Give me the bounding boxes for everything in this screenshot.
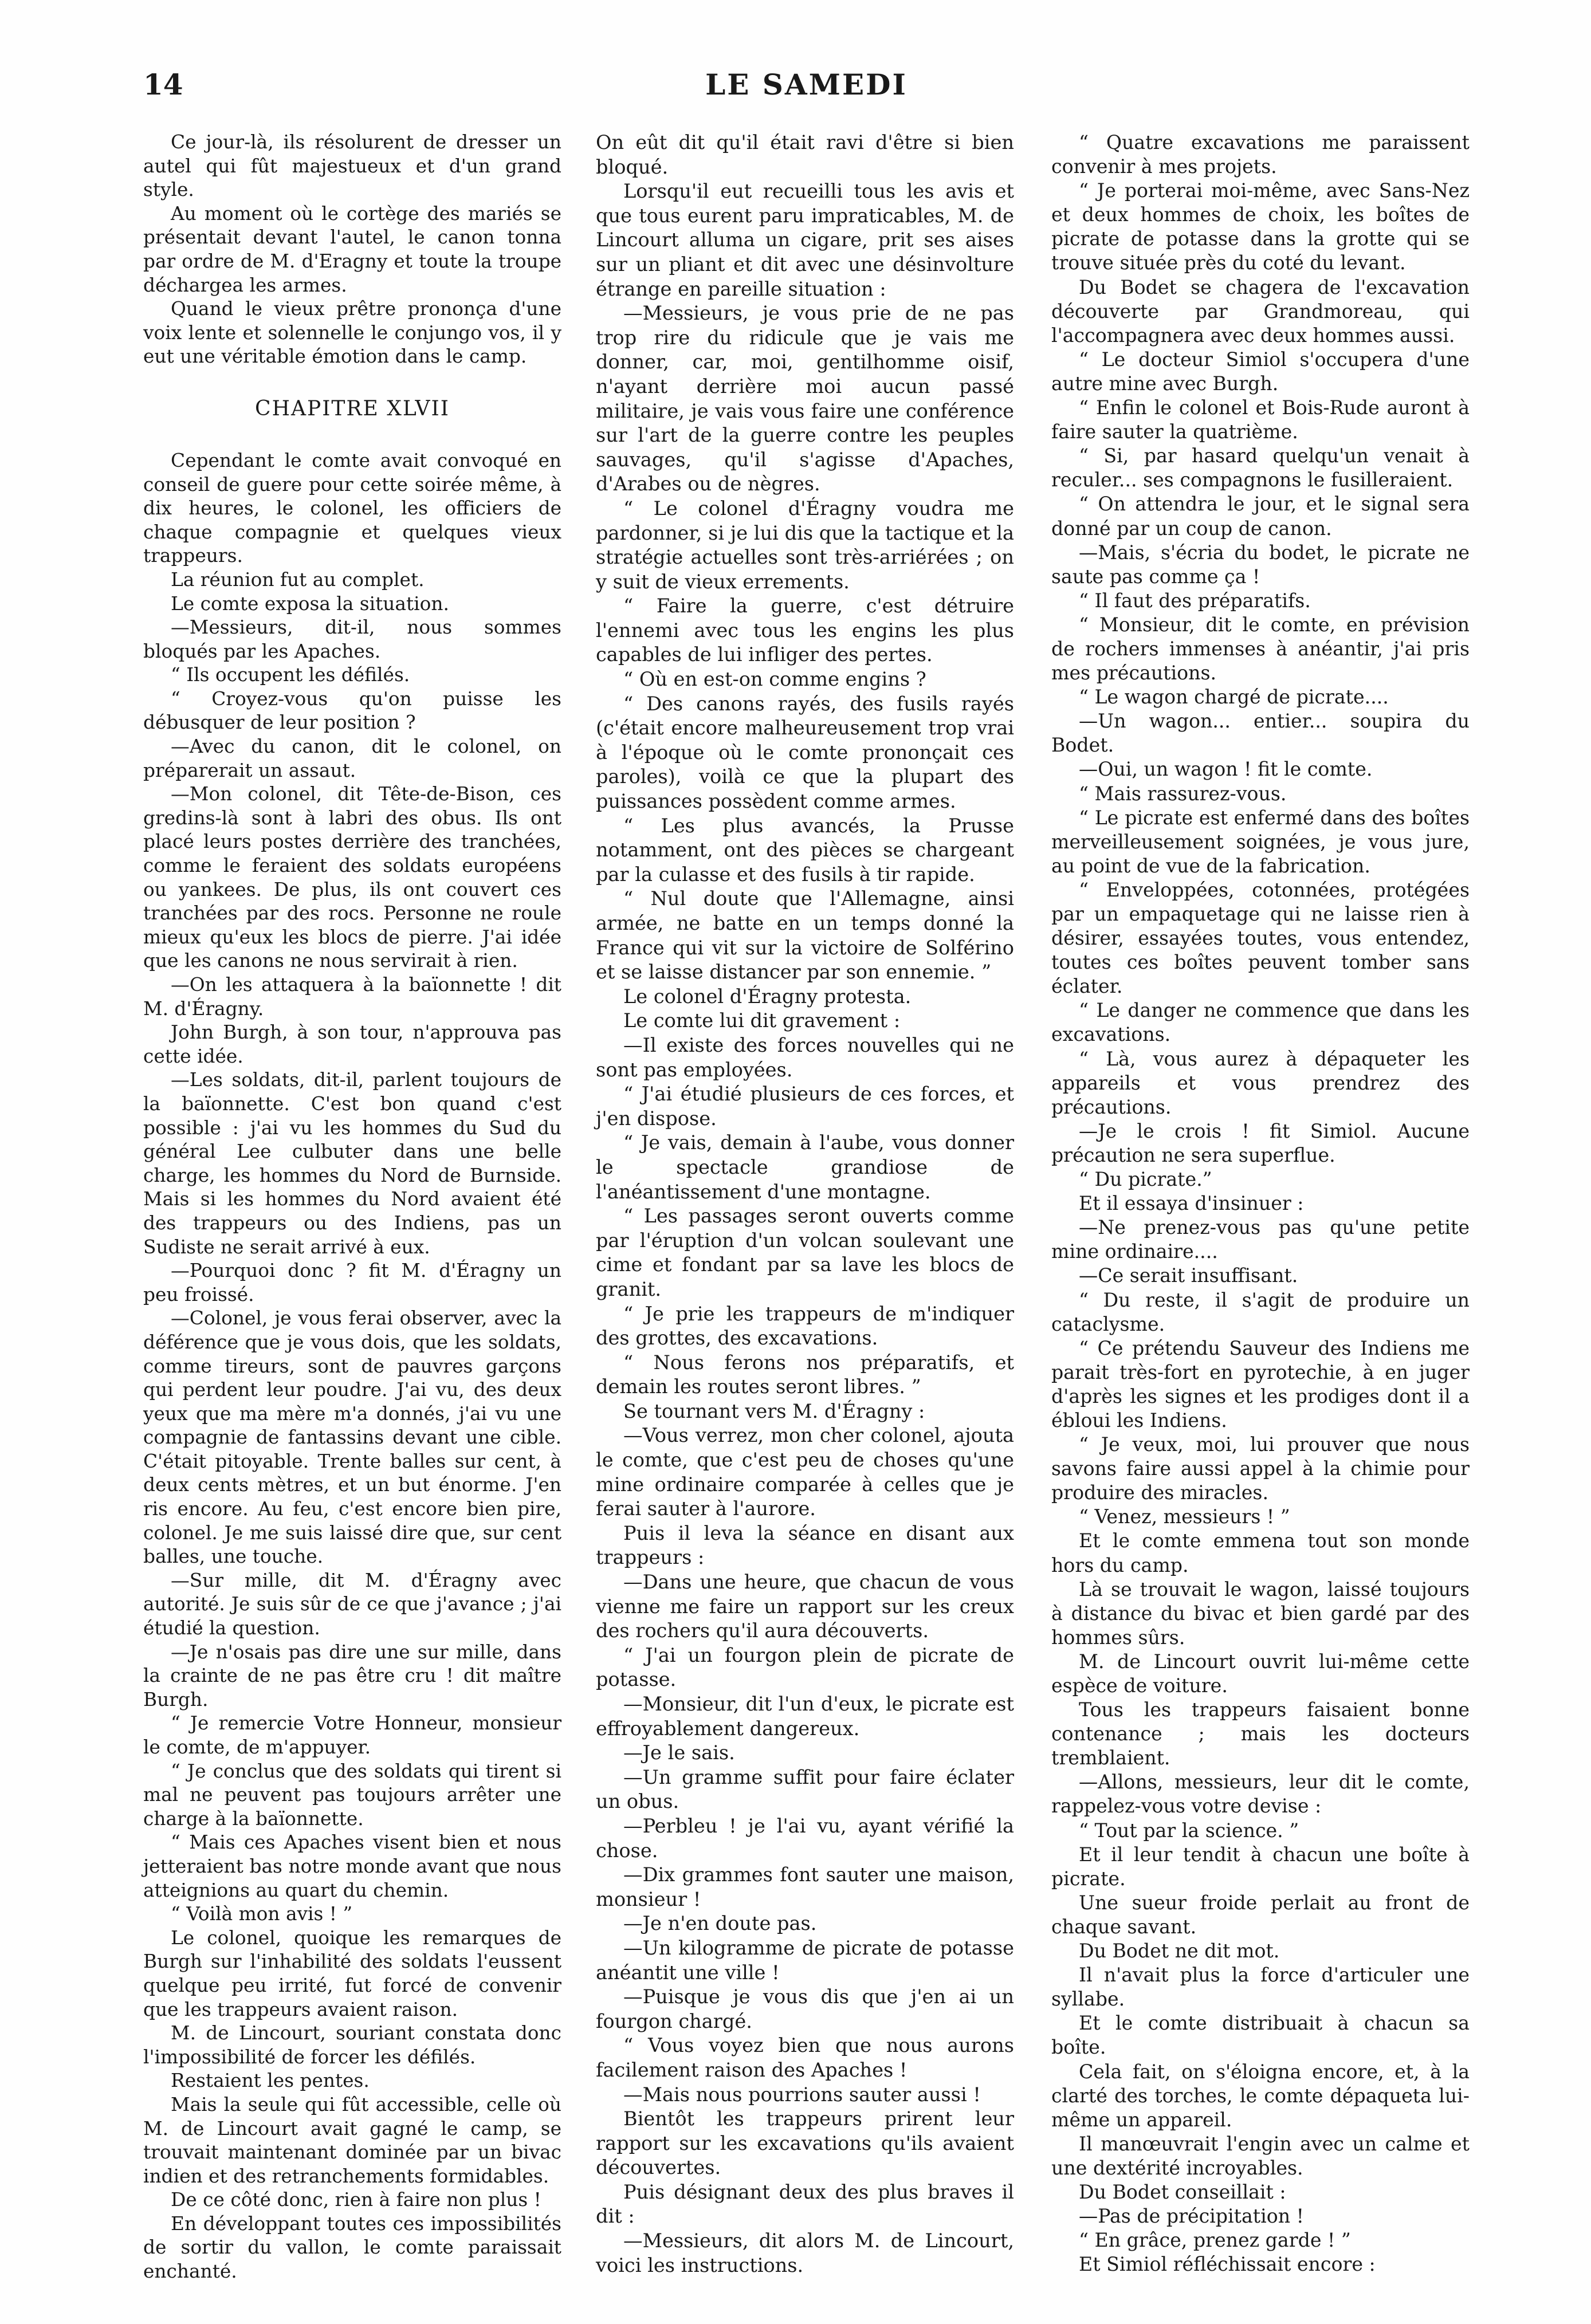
paragraph: Puis désignant deux des plus braves il dit : — [596, 2180, 1014, 2228]
paragraph: Du Bodet se chagera de l'excavation découverte par Grandmoreau, qui l'accompagnera avec deux hommes aussi. — [1051, 276, 1470, 347]
paragraph: —Ce serait insuffisant. — [1079, 1264, 1298, 1287]
paragraph: “ On attendra le jour, et le signal sera donné par un coup de canon. — [1051, 493, 1470, 540]
paragraph: —Un kilogramme de picrate de potasse anéantit une ville ! — [596, 1936, 1014, 1984]
paragraph: John Burgh, à son tour, n'approuva pas cette idée. — [143, 1021, 561, 1067]
paragraph: “ Ce prétendu Sauveur des Indiens me parait très-fort en pyrotechie, à en juger d'après les signes et les prodiges dont il a ébloui les Indiens. — [1051, 1336, 1470, 1432]
page-number: 14 — [143, 68, 183, 101]
paragraph: —Je le sais. — [623, 1741, 735, 1764]
paragraph: “ Faire la guerre, c'est détruire l'ennemi avec tous les engins les plus capables de lui infliger des pertes. — [596, 595, 1014, 666]
paragraph: M. de Lincourt ouvrit lui-même cette espèce de voiture. — [1051, 1650, 1470, 1697]
paragraph: Mais la seule qui fût accessible, celle où M. de Lincourt avait gagné le camp, se trouvait maintenant dominée par un bivac indien et des retranchements formidables. — [143, 2093, 561, 2187]
paragraph: —Un wagon... entier... soupira du Bodet. — [1051, 710, 1470, 757]
paragraph: “ En grâce, prenez garde ! ” — [1079, 2229, 1351, 2252]
paragraph: “ Des canons rayés, des fusils rayés (c'était encore malheureusement trop vrai à l'époque où le comte prononçait ces paroles), voilà ce que la plupart des puissances possèdent comme armes. — [596, 692, 1014, 813]
paragraph: —Ne prenez-vous pas qu'une petite mine ordinaire.... — [1051, 1216, 1470, 1263]
paragraph: “ Je vais, demain à l'aube, vous donner le spectacle grandiose de l'anéantissement d'une montagne. — [596, 1131, 1014, 1203]
paragraph: Et il leur tendit à chacun une boîte à picrate. — [1051, 1843, 1470, 1890]
paragraph: Il manœuvrait l'engin avec un calme et une dextérité incroyables. — [1051, 2132, 1470, 2179]
paragraph: La réunion fut au complet. — [171, 568, 425, 591]
paragraph: —Les soldats, dit-il, parlent toujours de la baïonnette. C'est bon quand c'est possible : j'ai vu les hommes du Sud du général Lee culbuter dans une belle charge, les hommes du Nord de Burnside. Mais si les hommes du Nord avaient été des trappeurs ou des Indiens, pas un Sudiste ne serait arrivé à eux. — [143, 1069, 561, 1258]
paragraph: —Mais, s'écria du bodet, le picrate ne saute pas comme ça ! — [1051, 541, 1470, 588]
paragraph: “ Je remercie Votre Honneur, monsieur le comte, de m'appuyer. — [143, 1712, 561, 1758]
paragraph: “ Je prie les trappeurs de m'indiquer des grottes, des excavations. — [596, 1302, 1014, 1350]
paragraph: —Perbleu ! je l'ai vu, ayant vérifié la chose. — [596, 1814, 1014, 1862]
paragraph: —Pourquoi donc ? fit M. d'Éragny un peu froissé. — [143, 1260, 561, 1305]
paragraph: —Je n'osais pas dire une sur mille, dans la crainte de ne pas être cru ! dit maître Burgh. — [143, 1641, 561, 1710]
paragraph: “ Les passages seront ouverts comme par l'éruption d'un volcan soulevant une cime et fondant par sa lave les blocs de granit. — [596, 1205, 1014, 1300]
paragraph: Une sueur froide perlait au front de chaque savant. — [1051, 1891, 1470, 1938]
paragraph: —Colonel, je vous ferai observer, avec la déférence que je vous dois, que les soldats, comme tireurs, sont de pauvres garçons qui perdent leur poudre. J'ai vu, des deux yeux que ma mère m'a donnés, j'ai vu une compagnie de fantassins devant une cible. C'était pitoyable. Trente balles sur cent, à deux cents mètres, et un but énorme. J'en ris encore. Au feu, c'est encore bien pire, colonel. Je me suis laissé dire que, sur cent balles, une touche. — [143, 1307, 561, 1568]
paragraph: Et Simiol réfléchissait encore : — [1079, 2253, 1376, 2276]
page-header — [143, 68, 1470, 108]
paragraph: —Allons, messieurs, leur dit le comte, rappelez-vous votre devise : — [1051, 1771, 1470, 1818]
paragraph: Du Bodet ne dit mot. — [1079, 1940, 1280, 1963]
paragraph: “ Le docteur Simiol s'occupera d'une autre mine avec Burgh. — [1051, 348, 1470, 395]
paragraph: —Dix grammes font sauter une maison, monsieur ! — [596, 1863, 1014, 1910]
paragraph: —On les attaquera à la baïonnette ! dit M. d'Éragny. — [143, 974, 561, 1020]
paragraph: —Oui, un wagon ! fit le comte. — [1079, 758, 1373, 781]
paragraph: —Messieurs, dit-il, nous sommes bloqués par les Apaches. — [143, 616, 561, 662]
text-column-2 — [596, 131, 1014, 2278]
paragraph: Bientôt les trappeurs prirent leur rapport sur les excavations qu'ils avaient découvertes. — [596, 2107, 1014, 2179]
paragraph: —Puisque je vous dis que j'en ai un fourgon chargé. — [596, 1985, 1014, 2032]
paragraph: Lorsqu'il eut recueilli tous les avis et que tous eurent paru impraticables, M. de Lincourt alluma un cigare, prit ses aises sur un pliant et dit avec une désinvolture étrange en pareille situation : — [596, 180, 1014, 300]
paragraph: Là se trouvait le wagon, laissé toujours à distance du bivac et bien gardé par des hommes sûrs. — [1051, 1578, 1470, 1649]
text-column-3 — [1051, 131, 1470, 2276]
paragraph: —Messieurs, je vous prie de ne pas trop rire du ridicule que je vais me donner, car, moi, gentilhomme oisif, n'ayant derrière moi aucun passé militaire, je vais vous faire une conférence sur l'art de la guerre contre les peuples sauvages, qu'il s'agisse d'Apaches, d'Arabes ou de nègres. — [596, 302, 1014, 496]
paragraph: “ Vous voyez bien que nous aurons facilement raison des Apaches ! — [596, 2034, 1014, 2081]
paragraph: “ Mais rassurez-vous. — [1079, 782, 1287, 805]
paragraph: “ Croyez-vous qu'on puisse les débusquer de leur position ? — [143, 687, 561, 734]
paragraph: Se tournant vers M. d'Éragny : — [623, 1399, 925, 1422]
paragraph: Puis il leva la séance en disant aux trappeurs : — [596, 1521, 1014, 1569]
paragraph: —Un gramme suffit pour faire éclater un obus. — [596, 1765, 1014, 1813]
paragraph: En développant toutes ces impossibilités de sortir du vallon, le comte paraissait enchanté. — [143, 2212, 561, 2283]
paragraph: “ Ils occupent les défilés. — [171, 664, 410, 686]
paragraph: —Mais nous pourrions sauter aussi ! — [623, 2083, 981, 2106]
paragraph: “ Je porterai moi-même, avec Sans-Nez et deux hommes de choix, les boîtes de picrate de potasse dans la grotte qui se trouve située près du coté du levant. — [1051, 179, 1470, 274]
paragraph: “ Le colonel d'Éragny voudra me pardonner, si je lui dis que la tactique et la stratégie actuelles sont très-arriérées ; on y suit de vieux errements. — [596, 497, 1014, 593]
paragraph: “ Voilà mon avis ! ” — [171, 1903, 353, 1925]
paragraph: “ Le picrate est enfermé dans des boîtes merveilleusement soignées, je vous jure, au point de vue de la fabrication. — [1051, 806, 1470, 877]
paragraph: “ Si, par hasard quelqu'un venait à reculer... ses compagnons le fusilleraient. — [1051, 445, 1470, 491]
paragraph: “ Où en est-on comme engins ? — [623, 668, 926, 691]
paragraph: Ce jour-là, ils résolurent de dresser un autel qui fût majestueux et d'un grand style. — [143, 131, 561, 201]
chapter-heading: CHAPITRE XLVII — [255, 396, 450, 420]
journal-title: LE SAMEDI — [705, 68, 908, 101]
paragraph: “ Nous ferons nos préparatifs, et demain les routes seront libres. ” — [596, 1351, 1014, 1398]
paragraph: “ Enfin le colonel et Bois-Rude auront à faire sauter la quatrième. — [1051, 396, 1470, 443]
paragraph: Restaient les pentes. — [171, 2070, 370, 2092]
paragraph: “ Quatre excavations me paraissent convenir à mes projets. — [1051, 131, 1470, 178]
paragraph: —Avec du canon, dit le colonel, on préparerait un assaut. — [143, 736, 561, 781]
paragraph: “ Le wagon chargé de picrate.... — [1079, 686, 1389, 709]
paragraph: Et il essaya d'insinuer : — [1079, 1192, 1304, 1215]
paragraph: —Vous verrez, mon cher colonel, ajouta le comte, que c'est peu de choses qu'une mine ordinaire comparée à celles que je ferai sauter à l'aurore. — [596, 1424, 1014, 1520]
paragraph: On eût dit qu'il était ravi d'être si bien bloqué. — [596, 131, 1014, 178]
paragraph: Il n'avait plus la force d'articuler une syllabe. — [1051, 1964, 1470, 2011]
paragraph: “ Enveloppées, cotonnées, protégées par un empaquetage qui ne laisse rien à désirer, essayées toutes, vous entendez, toutes ces boîtes peuvent tomber sans éclater. — [1051, 878, 1470, 998]
paragraph: —Dans une heure, que chacun de vous vienne me faire un rapport sur les creux des rochers qu'il aura découverts. — [596, 1571, 1014, 1642]
paragraph: —Mon colonel, dit Tête-de-Bison, ces gredins-là sont à labri des obus. Ils ont placé leurs postes derrière des tranchées, comme le feraient des soldats européens ou yankees. De plus, ils ont couvert ces tranchées par des rocs. Personne ne roule mieux qu'eux les blocs de pierre. J'ai idée que les canons ne nous servirait à rien. — [143, 783, 561, 972]
paragraph: “ J'ai un fourgon plein de picrate de potasse. — [596, 1643, 1014, 1691]
paragraph: Quand le vieux prêtre prononça d'une voix lente et solennelle le conjungo vos, il y eut une véritable émotion dans le camp. — [143, 298, 561, 368]
text-column-1 — [143, 131, 561, 2284]
paragraph: “ Le danger ne commence que dans les excavations. — [1051, 999, 1470, 1046]
paragraph: “ Tout par la science. ” — [1079, 1819, 1299, 1842]
paragraph: “ J'ai étudié plusieurs de ces forces, et j'en dispose. — [596, 1083, 1014, 1130]
paragraph: De ce côté donc, rien à faire non plus ! — [171, 2189, 541, 2211]
paragraph: Au moment où le cortège des mariés se présentait devant l'autel, le canon tonna par ordre de M. d'Eragny et toute la troupe déchargea les armes. — [143, 202, 561, 296]
paragraph: Cependant le comte avait convoqué en conseil de guere pour cette soirée même, à dix heures, le colonel, les officiers de chaque compagnie et quelques vieux trappeurs. — [143, 449, 561, 567]
paragraph: M. de Lincourt, souriant constata donc l'impossibilité de forcer les défilés. — [143, 2022, 561, 2068]
paragraph: Tous les trappeurs faisaient bonne contenance ; mais les docteurs tremblaient. — [1051, 1698, 1470, 1769]
paragraph: —Il existe des forces nouvelles qui ne sont pas employées. — [596, 1033, 1014, 1081]
paragraph: “ Mais ces Apaches visent bien et nous jetteraient bas notre monde avant que nous atteignions au quart du chemin. — [143, 1831, 561, 1901]
paragraph: “ Nul doute que l'Allemagne, ainsi armée, ne batte en un temps donné la France qui vit sur la victoire de Solférino et se laisse distancer par son ennemie. ” — [596, 887, 1014, 984]
paragraph: Cela fait, on s'éloigna encore, et, à la clarté des torches, le comte dépaqueta lui-même un appareil. — [1051, 2060, 1470, 2131]
paragraph: Et le comte distribuait à chacun sa boîte. — [1051, 2012, 1470, 2059]
paragraph: —Je le crois ! fit Simiol. Aucune précaution ne sera superflue. — [1051, 1119, 1470, 1166]
paragraph: “ Monsieur, dit le comte, en prévision de rochers immenses à anéantir, j'ai pris mes précautions. — [1051, 613, 1470, 685]
paragraph: —Pas de précipitation ! — [1079, 2205, 1304, 2228]
paragraph: Le comte exposa la situation. — [171, 592, 449, 615]
paragraph: “ Les plus avancés, la Prusse notamment, ont des pièces se chargeant par la culasse et des fusils à tir rapide. — [596, 814, 1014, 886]
paragraph: “ Là, vous aurez à dépaqueter les appareils et vous prendrez des précautions. — [1051, 1047, 1470, 1118]
paragraph: “ Du reste, il s'agit de produire un cataclysme. — [1051, 1288, 1470, 1335]
paragraph: —Monsieur, dit l'un d'eux, le picrate est effroyablement dangereux. — [596, 1693, 1014, 1740]
paragraph: “ Venez, messieurs ! ” — [1079, 1505, 1290, 1528]
paragraph: “ Il faut des préparatifs. — [1079, 589, 1311, 612]
paragraph: “ Du picrate.” — [1079, 1168, 1212, 1191]
paragraph: Le comte lui dit gravement : — [623, 1009, 901, 1032]
paragraph: Et le comte emmena tout son monde hors du camp. — [1051, 1529, 1470, 1576]
paragraph: “ Je veux, moi, lui prouver que nous savons faire aussi appel à la chimie pour produire des miracles. — [1051, 1433, 1470, 1504]
paragraph: —Messieurs, dit alors M. de Lincourt, voici les instructions. — [596, 2229, 1014, 2276]
paragraph: “ Je conclus que des soldats qui tirent si mal ne peuvent pas toujours arrêter une charge à la baïonnette. — [143, 1760, 561, 1830]
paragraph: Le colonel d'Éragny protesta. — [623, 985, 912, 1008]
paragraph: —Je n'en doute pas. — [623, 1912, 817, 1935]
paragraph: Du Bodet conseillait : — [1079, 2180, 1286, 2203]
paragraph: Le colonel, quoique les remarques de Burgh sur l'inhabilité des soldats l'eussent quelque peu irrité, fut forcé de convenir que les trappeurs avaient raison. — [143, 1926, 561, 2020]
paragraph: —Sur mille, dit M. d'Éragny avec autorité. Je suis sûr de ce que j'avance ; j'ai étudié la question. — [143, 1569, 561, 1639]
